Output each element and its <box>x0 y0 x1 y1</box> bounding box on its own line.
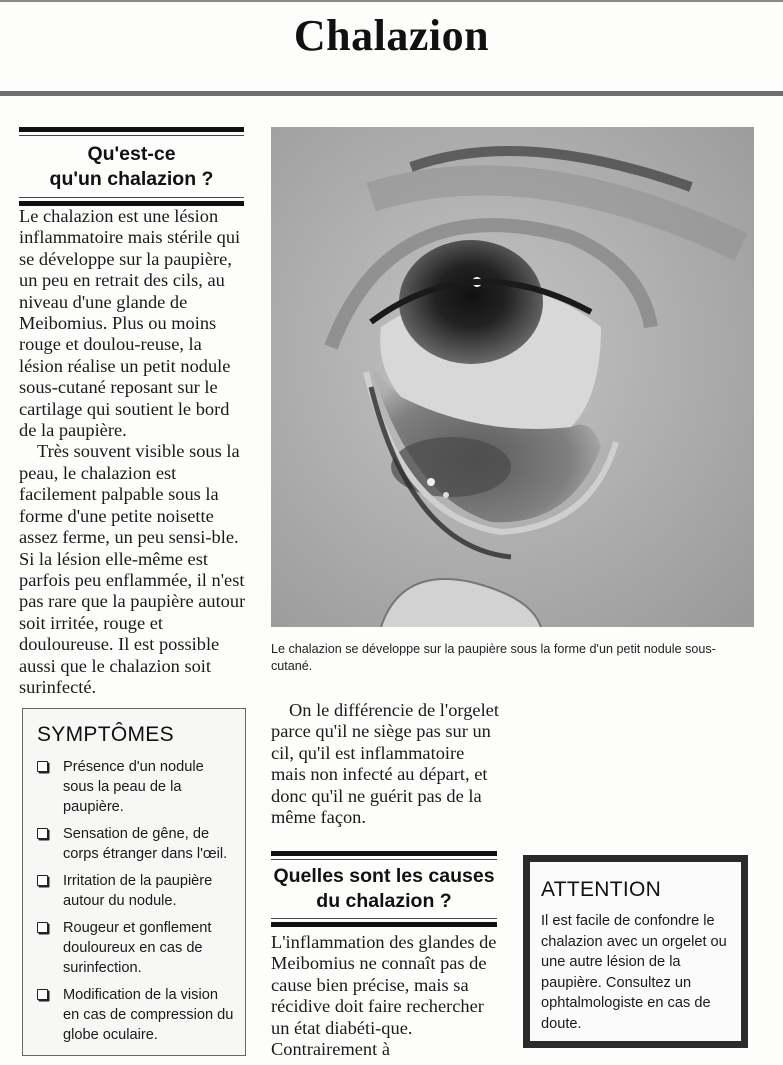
section-heading-what-is <box>19 127 244 206</box>
paragraph: Très souvent visible sous la peau, le chalazion est facilement palpable sous la forme d'une petite noisette assez ferme, un peu sensi-ble. Si la lésion elle-même est parfois peu enflammée, il n'est pas rare que la paupière autour soit irritée, rouge et douloureuse. Il est possible aussi que le chalazion soit surinfecté. <box>19 441 246 697</box>
symptom-text: Rougeur et gonflement douloureux en cas de surinfection. <box>63 920 212 976</box>
paragraph: L'inflammation des glandes de Meibomius ne connaît pas de cause bien précise, mais sa récidive doit faire rechercher un état diabéti-que. Contrairement à <box>271 932 497 1060</box>
paragraph: On le différencie de l'orgelet parce qu'il ne siège pas sur un cil, qu'il est inflammatoire mais non infecté au départ, et donc qu'il ne guérit pas de la même façon. <box>271 700 499 828</box>
heading-line-2: qu'un chalazion ? <box>49 168 214 190</box>
symptom-text: Irritation de la paupière autour du nodule. <box>63 873 213 909</box>
checkbox-icon <box>37 922 48 933</box>
title-divider-rule <box>0 91 783 96</box>
attention-text: Il est facile de confondre le chalazion avec un orgelet ou une autre lésion de la paupière. Consultez un ophtalmologiste en cas de doute. <box>541 913 727 1032</box>
section-body-continued <box>271 700 501 828</box>
heading-line-1: Quelles sont les causes <box>273 865 495 887</box>
paragraph: Le chalazion est une lésion inflammatoire mais stérile qui se développe sur la paupière, un peu en retrait des cils, au niveau d'une glande de Meibomius. Plus ou moins rouge et doulou-reuse, la lésion réalise un petit nodule sous-cutané reposant sur le cartilage qui soutient le bord de la paupière. <box>19 206 241 441</box>
symptom-item <box>37 985 235 1045</box>
top-border-rule <box>0 0 783 2</box>
section-heading-text <box>19 136 244 197</box>
section-heading-causes <box>271 851 497 927</box>
symptom-item <box>37 871 235 911</box>
symptoms-list <box>37 757 235 1045</box>
symptoms-box <box>22 708 246 1056</box>
heading-rule-bottom-thick <box>271 922 497 927</box>
checkbox-icon <box>37 761 48 772</box>
photo-caption: Le chalazion se développe sur la paupière sous la forme d'un petit nodule sous-cutané. <box>271 642 716 673</box>
heading-rule-top-thick <box>271 851 497 856</box>
symptom-text: Modification de la vision en cas de compression du globe oculaire. <box>63 987 234 1043</box>
symptom-item <box>37 757 235 817</box>
heading-rule-bottom-thin <box>19 197 244 198</box>
eye-photo <box>271 127 754 627</box>
checkbox-icon <box>37 875 48 886</box>
heading-rule-bottom-thin <box>271 918 497 919</box>
section-heading-text <box>271 860 497 918</box>
symptom-item <box>37 824 235 864</box>
attention-title: ATTENTION <box>541 878 662 901</box>
eye-illustration-icon <box>271 127 754 627</box>
section-body-causes <box>271 932 503 1060</box>
symptom-text: Présence d'un nodule sous la peau de la paupière. <box>63 759 204 815</box>
symptom-text: Sensation de gêne, de corps étranger dans l'œil. <box>63 826 228 862</box>
attention-box <box>523 855 748 1048</box>
heading-line-2: du chalazion ? <box>316 890 452 912</box>
heading-rule-top-thick <box>19 127 244 132</box>
symptom-item <box>37 918 235 978</box>
heading-line-1: Qu'est-ce <box>87 143 176 165</box>
checkbox-icon <box>37 828 48 839</box>
checkbox-icon <box>37 989 48 1000</box>
symptoms-title: SYMPTÔMES <box>37 723 174 746</box>
page-title: Chalazion <box>293 11 490 60</box>
section-body-what-is <box>19 206 247 698</box>
